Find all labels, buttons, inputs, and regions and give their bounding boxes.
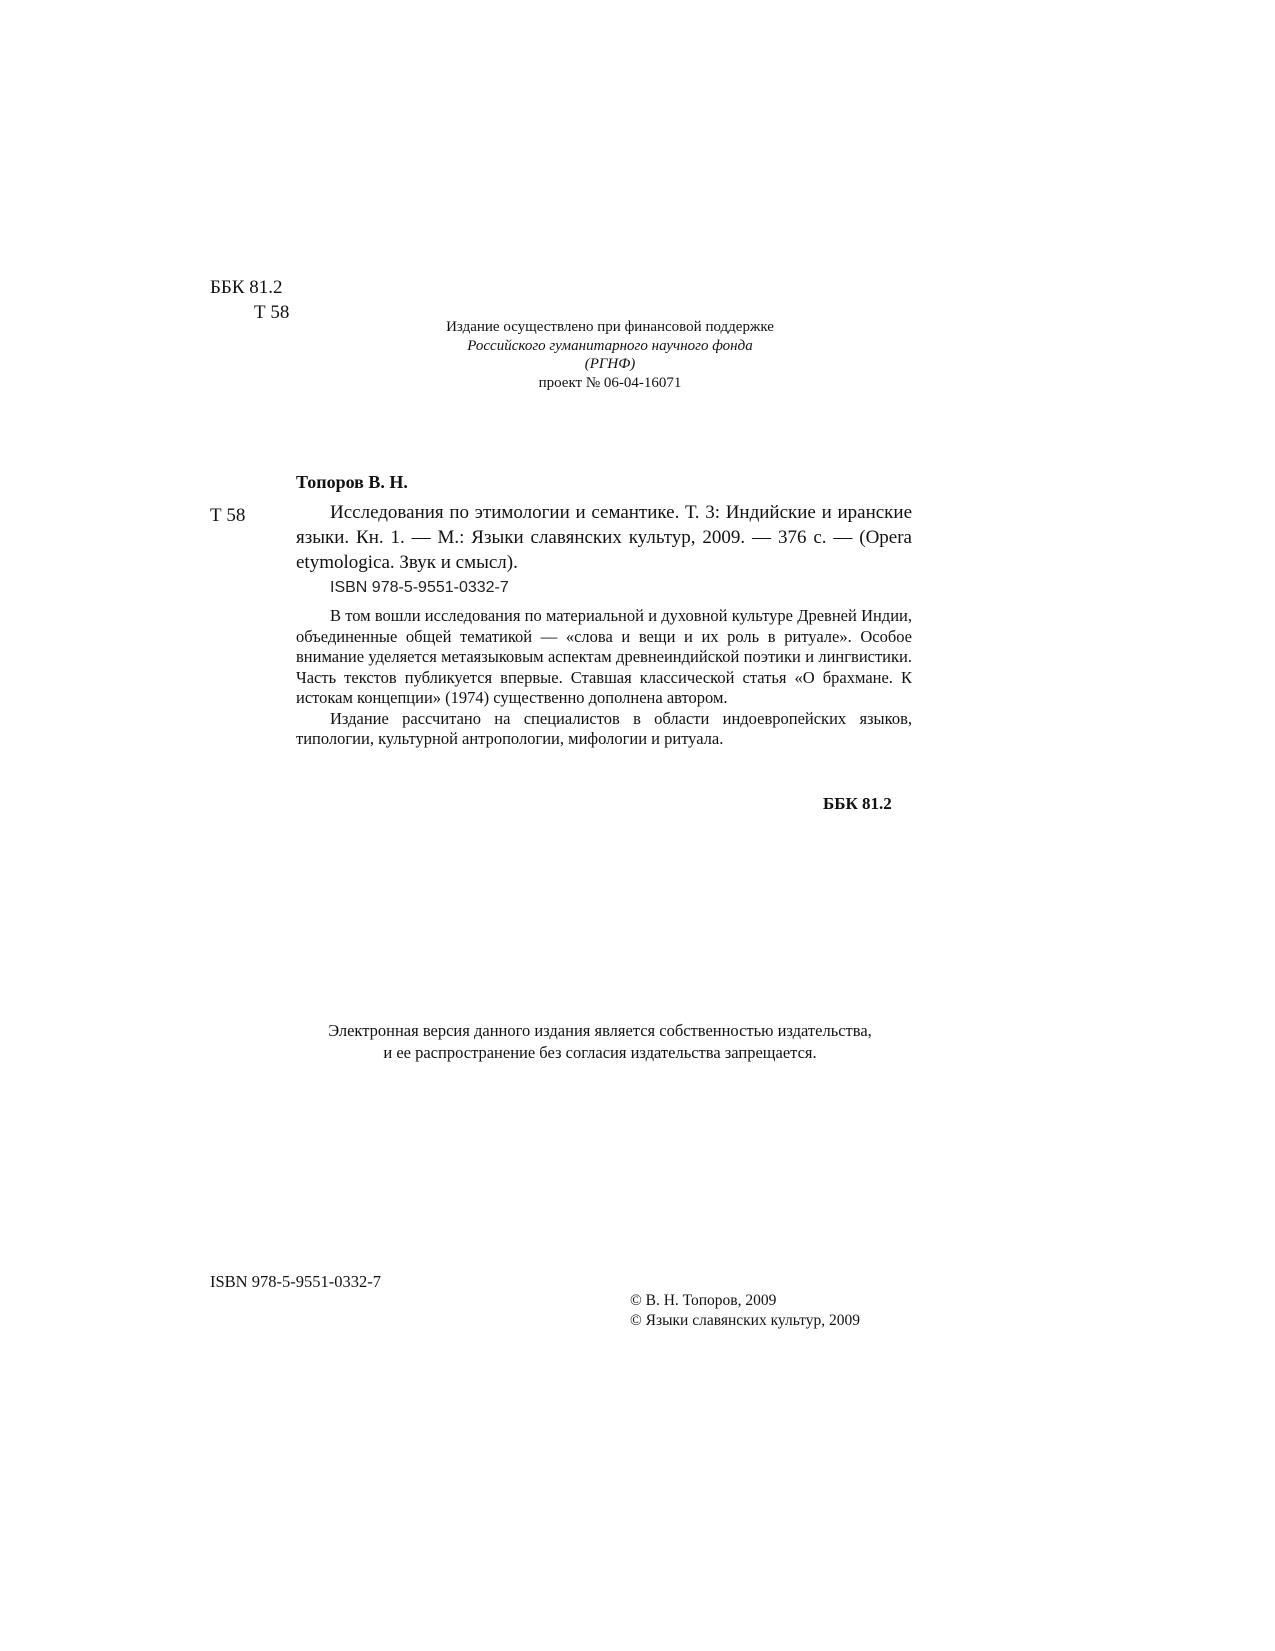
author-code-top: Т 58 (254, 302, 290, 323)
copyright-block (630, 1291, 860, 1330)
copyright-author: © В. Н. Топоров, 2009 (630, 1292, 777, 1309)
bbk-classification-right: ББК 81.2 (823, 794, 892, 813)
bibliographic-entry: Исследования по этимологии и семантике. Т. 3: Индийские и иранские языки. Кн. 1. — М.: Языки славянских культур, 2009. — 376 с. — (Opera etymologica. Звук и смысл). (296, 502, 912, 573)
isbn-bottom: ISBN 978-5-9551-0332-7 (210, 1272, 381, 1291)
funding-line-2: Российского гуманитарного научного фонда (467, 337, 753, 354)
electronic-version-notice (280, 1020, 920, 1064)
isbn-main: ISBN 978-5-9551-0332-7 (330, 579, 509, 596)
author-code-left: Т 58 (210, 505, 246, 526)
funding-line-3: (РГНФ) (584, 356, 636, 372)
bbk-classification-top: ББК 81.2 (210, 277, 283, 298)
copyright-publisher: © Языки славянских культур, 2009 (630, 1311, 861, 1329)
electronic-notice-line-1: Электронная версия данного издания является собственностью издательства, (328, 1021, 872, 1040)
funding-notice (340, 318, 880, 392)
author-name: Топоров В. Н. (296, 472, 408, 492)
funding-line-1: Издание осуществлено при финансовой поддержке (446, 319, 774, 335)
funding-line-4: проект № 06-04-16071 (538, 374, 682, 391)
electronic-notice-line-2: и ее распространение без согласия издательства запрещается. (383, 1043, 817, 1062)
annotation (296, 606, 912, 750)
annotation-paragraph-1: В том вошли исследования по материальной и духовной культуре Древней Индии, объединенные общей тематикой — «слова и вещи и их роль в ритуале». Особое внимание уделяется метаязыковым аспектам древнеиндийской поэтики и лингвистики. Часть текстов публикуется впервые. Ставшая классической статья «О брахмане. К истокам концепции» (1974) существенно дополнена автором. (296, 606, 912, 707)
annotation-paragraph-2: Издание рассчитано на специалистов в области индоевропейских языков, типологии, культурной антропологии, мифологии и ритуала. (296, 708, 912, 748)
